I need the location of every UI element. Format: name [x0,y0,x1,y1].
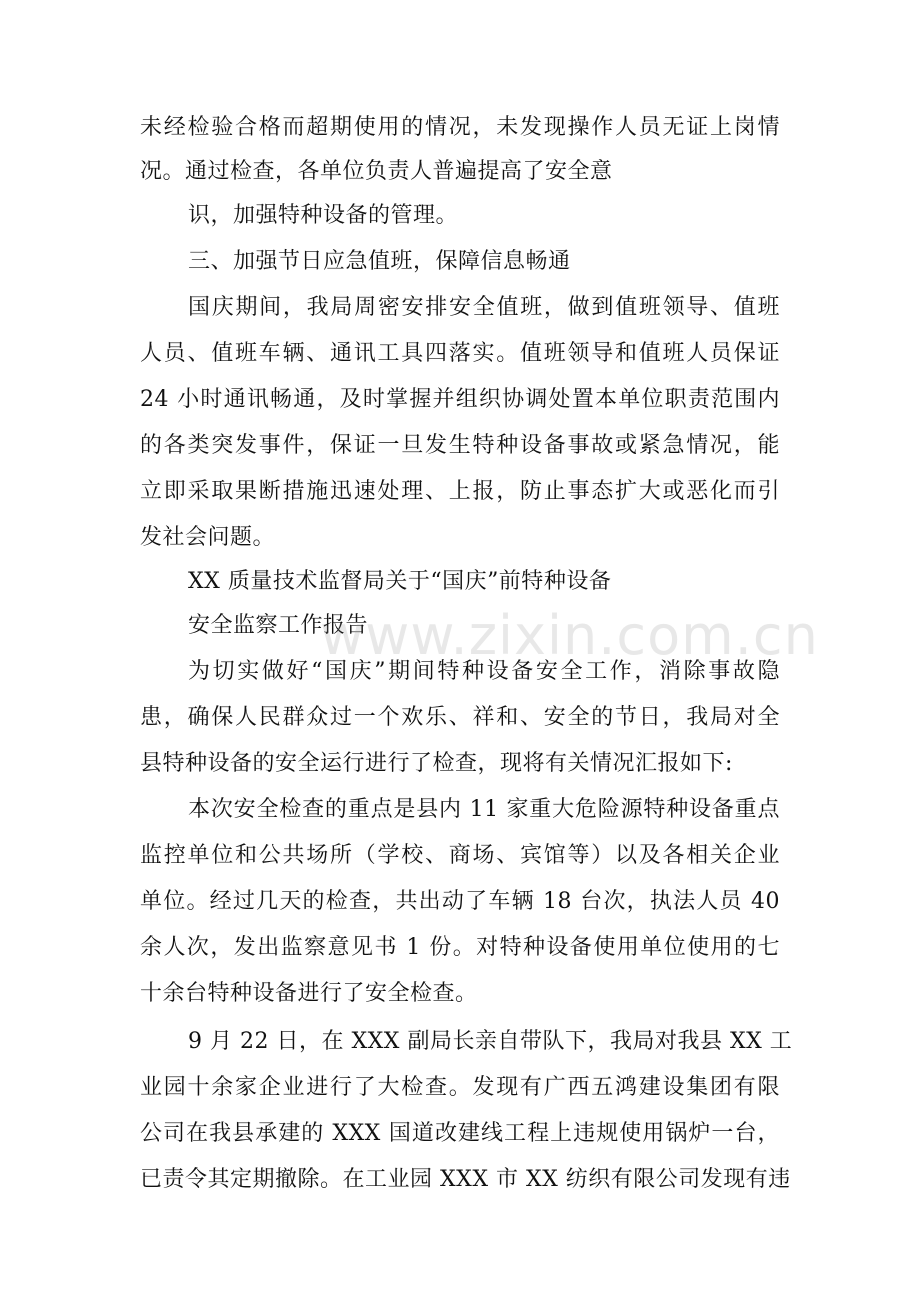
text-line: 为切实做好“国庆”期间特种设备安全工作，消除事故隐 [188,659,780,684]
text-line: 本次安全检查的重点是县内 11 家重大危险源特种设备重点 [188,797,780,822]
text-line: 县特种设备的安全运行进行了检查，现将有关情况汇报如下: [140,751,733,776]
watermark: www.zixin.com.cn [320,604,819,667]
text-line: 24 小时通讯畅通，及时掌握并组织协调处置本单位职责范围内 [140,387,780,412]
text-line: 十余台特种设备进行了安全检查。 [140,981,478,1006]
text-line: 余人次，发出监察意见书 1 份。对特种设备使用单位使用的七 [140,935,780,960]
text-line: 已责令其定期撤除。在工业园 XXX 市 XX 纺织有限公司发现有违 [140,1167,791,1192]
text-line: 况。通过检查，各单位负责人普遍提高了安全意 [140,159,613,184]
text-line: 立即采取果断措施迅速处理、上报，防止事态扩大或恶化而引 [140,479,780,504]
text-line: 国庆期间，我局周密安排安全值班，做到值班领导、值班 [188,295,780,320]
text-line: 的各类突发事件，保证一旦发生特种设备事故或紧急情况，能 [140,433,780,458]
text-line: 单位。经过几天的检查，共出动了车辆 18 台次，执法人员 40 [140,889,780,914]
text-line: 发社会问题。 [140,525,276,550]
report-title: XX 质量技术监督局关于“国庆”前特种设备 [188,569,612,594]
section-heading: 三、加强节日应急值班，保障信息畅通 [188,249,571,274]
report-title: 安全监察工作报告 [188,613,369,638]
text-line: 人员、值班车辆、通讯工具四落实。值班领导和值班人员保证 [140,341,780,366]
text-line: 未经检验合格而超期使用的情况，未发现操作人员无证上岗情 [140,115,780,140]
text-line: 监控单位和公共场所（学校、商场、宾馆等）以及各相关企业 [140,843,780,868]
text-line: 患，确保人民群众过一个欢乐、祥和、安全的节日，我局对全 [140,705,780,730]
text-line: 识，加强特种设备的管理。 [188,203,459,228]
text-line: 公司在我县承建的 XXX 国道改建线工程上违规使用锅炉一台， [140,1121,780,1146]
text-line: 9 月 22 日，在 XXX 副局长亲自带队下，我局对我县 XX 工 [188,1029,793,1054]
text-line: 业园十余家企业进行了大检查。发现有广西五鸿建设集团有限 [140,1075,780,1100]
